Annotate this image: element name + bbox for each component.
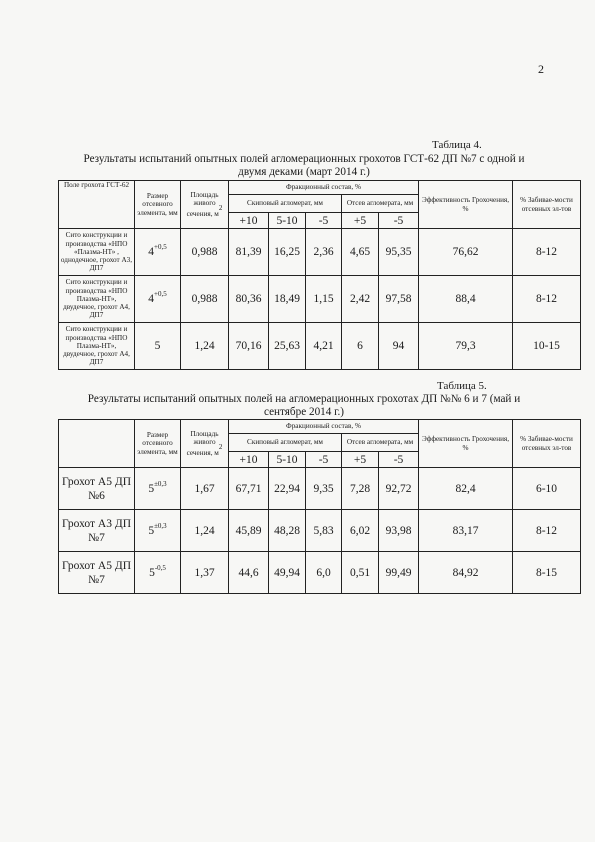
table-row (59, 510, 581, 552)
table-row (59, 229, 581, 276)
cell-v2: 16,25 (269, 229, 306, 276)
cell-eff: 76,62 (419, 229, 513, 276)
t4-header-size: Размер отсевного элемента, мм (135, 181, 181, 229)
cell-size: $5^{-0,5}$ (135, 552, 181, 594)
cell-clog: 8-12 (513, 510, 581, 552)
t5-col-plus10: +10 (229, 452, 269, 468)
cell-v5: 97,58 (379, 276, 419, 323)
t4-header-clog: % Забивае-мости отсевных эл-тов (513, 181, 581, 229)
cell-size: $4^{+0,5}$ (135, 276, 181, 323)
cell-v1: 81,39 (229, 229, 269, 276)
cell-size: $5^{\pm 0,3}$ (135, 468, 181, 510)
table-row (59, 323, 581, 370)
t5-header-otsev: Отсев агломерата, мм (342, 434, 419, 452)
cell-v5: 93,98 (379, 510, 419, 552)
cell-v4: 0,51 (342, 552, 379, 594)
cell-v3: 4,21 (306, 323, 342, 370)
row-label: Сито конструкции и производства «НПО Плазма-НТ», двудечное, грохот А4, ДП7 (59, 276, 135, 323)
t4-header-eff: Эффективность Грохочения, % (419, 181, 513, 229)
cell-v4: 7,28 (342, 468, 379, 510)
cell-eff: 83,17 (419, 510, 513, 552)
t5-col-plus5: +5 (342, 452, 379, 468)
row-label: Грохот А3 ДП №7 (59, 510, 135, 552)
table-row (59, 468, 581, 510)
cell-area: 1,67 (181, 468, 229, 510)
cell-area: 0,988 (181, 276, 229, 323)
cell-v2: 18,49 (269, 276, 306, 323)
t5-header-fraction: Фракционный состав, % (229, 420, 419, 434)
cell-v5: 99,49 (379, 552, 419, 594)
cell-v1: 45,89 (229, 510, 269, 552)
page-number: 2 (538, 62, 544, 76)
table4-title-line1: Результаты испытаний опытных полей агломерационных грохотов ГСТ-62 ДП №7 с одной и (83, 153, 525, 165)
cell-v2: 49,94 (269, 552, 306, 594)
cell-eff: 79,3 (419, 323, 513, 370)
cell-area: 1,24 (181, 323, 229, 370)
t5-col-5-10: 5-10 (269, 452, 306, 468)
t5-header-area: Площадь живого сечения, $м^2$ (181, 420, 229, 468)
table4 (58, 180, 581, 370)
cell-v2: 25,63 (269, 323, 306, 370)
cell-size: $4^{+0,5}$ (135, 229, 181, 276)
cell-eff: 82,4 (419, 468, 513, 510)
t4-col-5-10: 5-10 (269, 213, 306, 229)
cell-eff: 84,92 (419, 552, 513, 594)
cell-v1: 70,16 (229, 323, 269, 370)
row-label: Грохот А5 ДП №7 (59, 552, 135, 594)
cell-clog: 10-15 (513, 323, 581, 370)
cell-v5: 95,35 (379, 229, 419, 276)
cell-v3: 2,36 (306, 229, 342, 276)
t5-col-minus5b: -5 (379, 452, 419, 468)
table4-title-line2: двумя деками (март 2014 г.) (238, 166, 370, 178)
cell-size: 5 (135, 323, 181, 370)
cell-v1: 44,6 (229, 552, 269, 594)
cell-v3: 9,35 (306, 468, 342, 510)
t4-col-minus5b: -5 (379, 213, 419, 229)
table5-caption: Таблица 5. (437, 380, 487, 392)
t5-col-minus5: -5 (306, 452, 342, 468)
cell-v5: 92,72 (379, 468, 419, 510)
cell-clog: 6-10 (513, 468, 581, 510)
t4-header-field: Поле грохота ГСТ-62 (59, 181, 135, 229)
cell-v2: 48,28 (269, 510, 306, 552)
cell-eff: 88,4 (419, 276, 513, 323)
cell-clog: 8-15 (513, 552, 581, 594)
t5-header-clog: % Забивае-мости отсевных эл-тов (513, 420, 581, 468)
cell-area: 0,988 (181, 229, 229, 276)
cell-area: 1,37 (181, 552, 229, 594)
table4-caption: Таблица 4. (432, 139, 482, 151)
table5-title-line2: сентябре 2014 г.) (263, 406, 344, 418)
cell-v4: 4,65 (342, 229, 379, 276)
cell-v2: 22,94 (269, 468, 306, 510)
row-label: Сито конструкции и производства «НПО «Плазма-НТ» , однодечное, грохот А3, ДП7 (59, 229, 135, 276)
t4-header-skip: Скиповый агломерат, мм (229, 195, 342, 213)
table-row (59, 276, 581, 323)
t4-col-plus5: +5 (342, 213, 379, 229)
cell-clog: 8-12 (513, 276, 581, 323)
table-row (59, 552, 581, 594)
table5-title (58, 393, 550, 419)
cell-size: $5^{\pm 0,3}$ (135, 510, 181, 552)
cell-v4: 2,42 (342, 276, 379, 323)
t5-header-skip: Скиповый агломерат, мм (229, 434, 342, 452)
t4-header-otsev: Отсев агломерата, мм (342, 195, 419, 213)
cell-v1: 80,36 (229, 276, 269, 323)
row-label: Грохот А5 ДП №6 (59, 468, 135, 510)
t5-header-eff: Эффективность Грохочения, % (419, 420, 513, 468)
cell-area: 1,24 (181, 510, 229, 552)
cell-v4: 6,02 (342, 510, 379, 552)
t4-header-area: Площадь живого сечения, $м^2$ (181, 181, 229, 229)
cell-v3: 1,15 (306, 276, 342, 323)
cell-clog: 8-12 (513, 229, 581, 276)
cell-v3: 5,83 (306, 510, 342, 552)
table5-title-line1: Результаты испытаний опытных полей на агломерационных грохотах ДП №№ 6 и 7 (май и (87, 393, 521, 405)
t5-header-size: Размер отсевного элемента, мм (135, 420, 181, 468)
t5-header-empty (59, 420, 135, 468)
table4-title (58, 153, 550, 179)
t4-col-minus5: -5 (306, 213, 342, 229)
row-label: Сито конструкции и производства «НПО Плазма-НТ», двудечное, грохот А4, ДП7 (59, 323, 135, 370)
cell-v1: 67,71 (229, 468, 269, 510)
t4-header-fraction: Фракционный состав, % (229, 181, 419, 195)
table5 (58, 419, 581, 594)
cell-v5: 94 (379, 323, 419, 370)
cell-v3: 6,0 (306, 552, 342, 594)
cell-v4: 6 (342, 323, 379, 370)
t4-col-plus10: +10 (229, 213, 269, 229)
